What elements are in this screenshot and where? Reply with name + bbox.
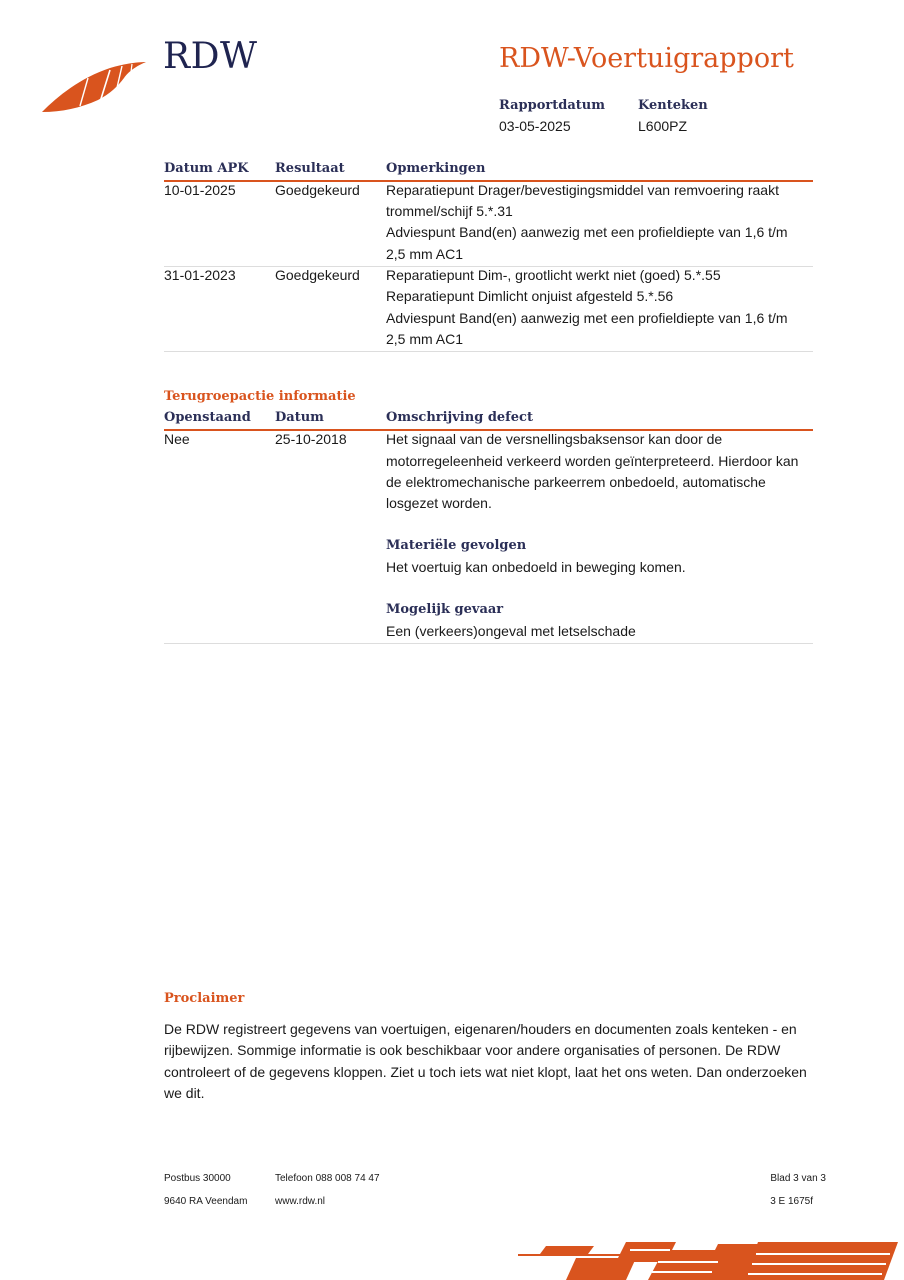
recall-description-line: motorregeleenheid verkeerd worden geïnterpreteerd. Hierdoor kan [386, 453, 799, 469]
recall-open: Nee [164, 431, 190, 447]
recall-description-line: Het signaal van de versnellingsbaksensor kan door de [386, 431, 723, 447]
plate-value: L600PZ [638, 118, 688, 134]
recall-header-description: Omschrijving defect [386, 410, 533, 425]
apk-remark: 2,5 mm AC1 [386, 331, 464, 347]
proclaimer-line: rijbewijzen. Sommige informatie is ook beschikbaar voor andere organisaties of personen. De RDW [164, 1042, 781, 1058]
footer-code: 3 E 1675f [770, 1196, 813, 1207]
recall-title: Terugroepactie informatie [164, 389, 356, 404]
danger-label: Mogelijk gevaar [386, 602, 504, 617]
consequences-label: Materiële gevolgen [386, 538, 527, 553]
proclaimer-title: Proclaimer [164, 991, 245, 1006]
recall-header-open: Openstaand [164, 410, 251, 425]
apk-remark: trommel/schijf 5.*.31 [386, 203, 513, 219]
footer-web: www.rdw.nl [275, 1196, 326, 1207]
apk-remark: 2,5 mm AC1 [386, 246, 464, 262]
apk-header-remarks: Opmerkingen [386, 161, 486, 176]
rdw-stripes-icon [518, 1240, 904, 1280]
recall-description-line: de elektromechanische parkeerrem onbedoeld, automatische [386, 474, 766, 490]
proclaimer-line: controleert of de gegevens kloppen. Ziet u toch iets wat niet klopt, laat het ons weten. Dan onderzoeken [164, 1064, 807, 1080]
logo-text: RDW [163, 36, 258, 77]
report-date-value: 03-05-2025 [499, 118, 571, 134]
apk-remark: Adviespunt Band(en) aanwezig met een profieldiepte van 1,6 t/m [386, 310, 788, 326]
apk-result: Goedgekeurd [275, 182, 360, 198]
recall-description-line: losgezet worden. [386, 495, 492, 511]
proclaimer-line: we dit. [164, 1085, 205, 1101]
apk-remark: Reparatiepunt Dimlicht onjuist afgesteld 5.*.56 [386, 288, 674, 304]
apk-date: 10-01-2025 [164, 182, 236, 198]
apk-remark: Reparatiepunt Dim-, grootlicht werkt niet (goed) 5.*.55 [386, 267, 721, 283]
recall-header-date: Datum [275, 410, 324, 425]
apk-date: 31-01-2023 [164, 267, 236, 283]
consequences-text: Het voertuig kan onbedoeld in beweging komen. [386, 559, 686, 575]
footer-postbus: Postbus 30000 [164, 1173, 231, 1184]
apk-header-date: Datum APK [164, 161, 249, 176]
recall-date: 25-10-2018 [275, 431, 347, 447]
footer-phone: Telefoon 088 008 74 47 [275, 1173, 380, 1184]
apk-header-result: Resultaat [275, 161, 345, 176]
footer-city: 9640 RA Veendam [164, 1196, 248, 1207]
proclaimer-line: De RDW registreert gegevens van voertuigen, eigenaren/houders en documenten zoals kenteken - en [164, 1021, 797, 1037]
report-date-label: Rapportdatum [499, 98, 605, 113]
rdw-feather-logo-icon [40, 56, 150, 118]
apk-remark: Reparatiepunt Drager/bevestigingsmiddel van remvoering raakt [386, 182, 779, 198]
apk-result: Goedgekeurd [275, 267, 360, 283]
report-title: RDW-Voertuigrapport [499, 43, 794, 74]
danger-text: Een (verkeers)ongeval met letselschade [386, 623, 636, 639]
row-divider [164, 351, 813, 352]
plate-label: Kenteken [638, 98, 708, 113]
apk-remark: Adviespunt Band(en) aanwezig met een profieldiepte van 1,6 t/m [386, 224, 788, 240]
row-divider [164, 643, 813, 644]
footer-page: Blad 3 van 3 [770, 1173, 826, 1184]
